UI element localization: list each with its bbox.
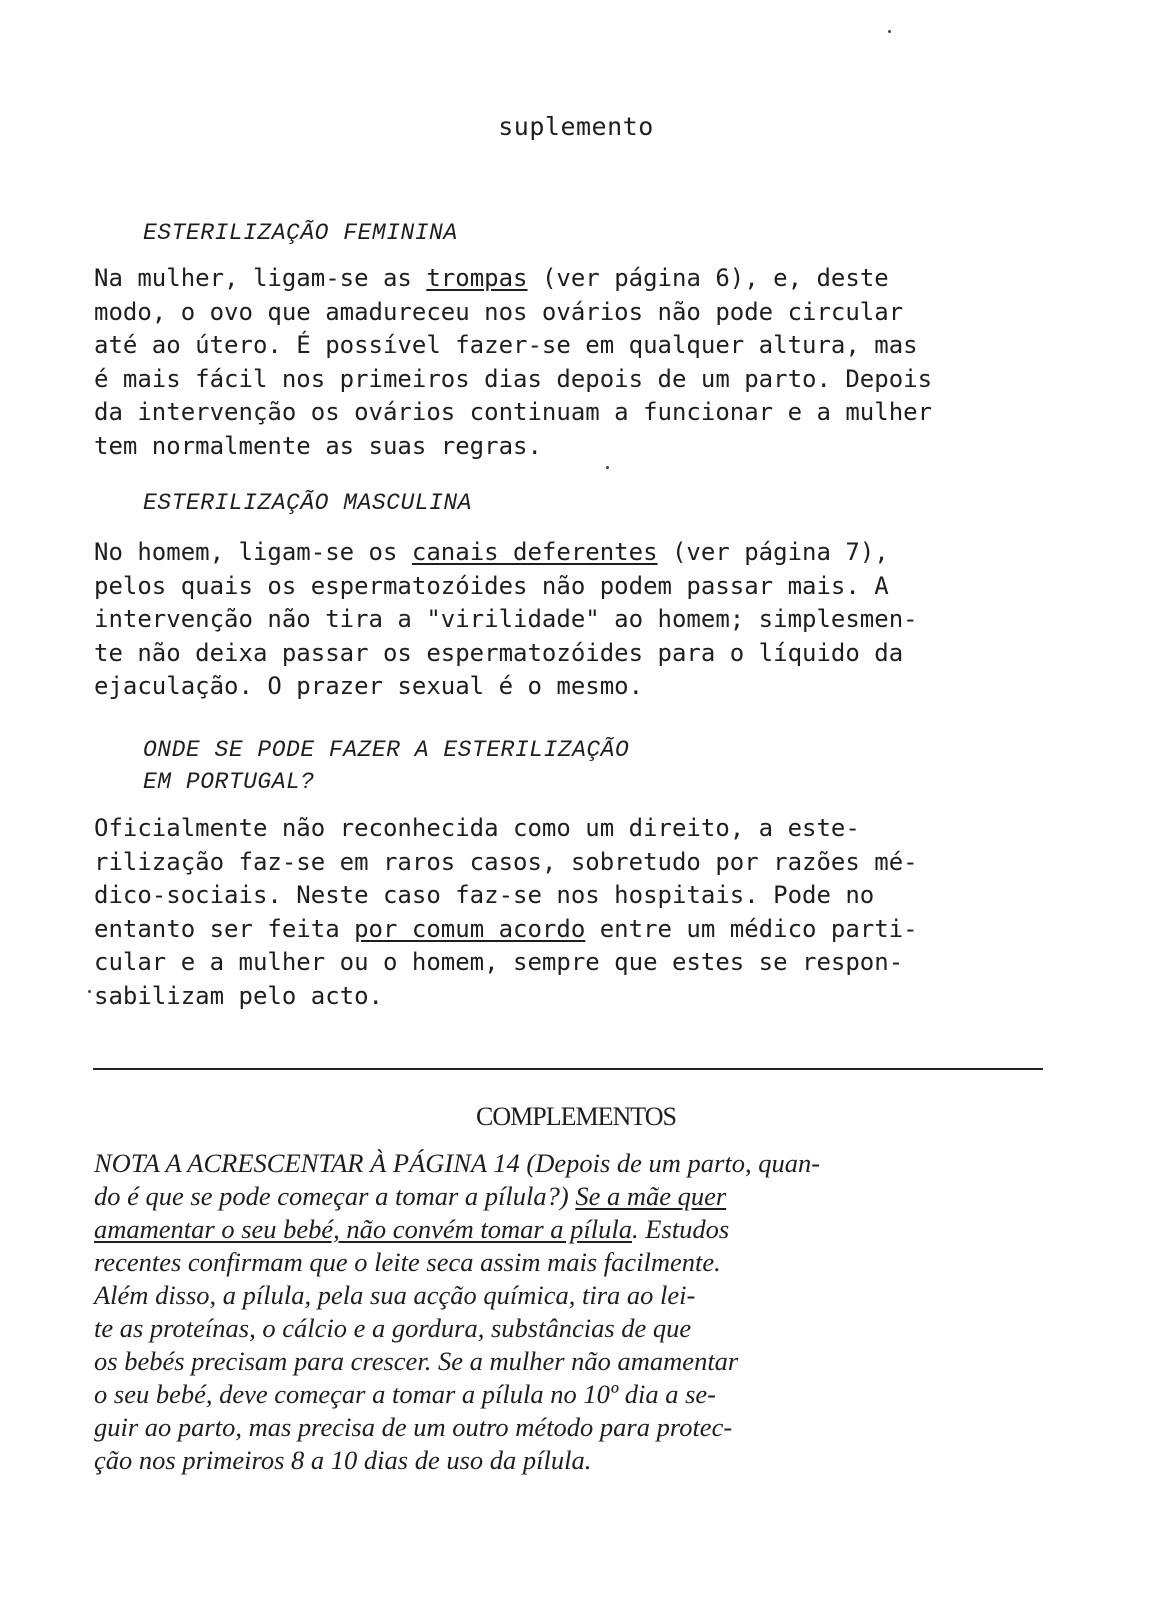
underlined-text: Se a mãe quer [575, 1181, 727, 1211]
text-line [94, 1444, 1074, 1477]
text-line [94, 879, 1054, 913]
text-line [94, 329, 1054, 363]
line-text: te as proteínas, o cálcio e a gordura, substâncias de que [94, 1313, 692, 1343]
underlined-text: trompas [426, 264, 528, 292]
text-line [94, 603, 1054, 637]
text-line [94, 913, 1054, 947]
text-line [94, 396, 1054, 430]
line-text: (ver página 6), e, deste [527, 264, 889, 292]
section-divider [93, 1068, 1043, 1070]
line-text: entre um médico parti- [585, 914, 918, 943]
line-text: é mais fácil nos primeiros dias depois de um parto. Depois [94, 364, 933, 393]
text-line [94, 1213, 1074, 1246]
complementos-note [94, 1147, 1074, 1477]
line-text: pelos quais os espermatozóides não podem passar mais. A [94, 571, 889, 600]
text-line [94, 1180, 1074, 1213]
text-line [94, 536, 1054, 570]
line-text: NOTA A ACRESCENTAR À PÁGINA 14 (Depois de um parto, quan- [94, 1148, 821, 1178]
line-text: te não deixa passar os espermatozóides para o líquido da [94, 638, 904, 667]
section-body-where-portugal [94, 812, 1054, 1013]
text-line [94, 670, 1054, 704]
text-line [94, 1378, 1074, 1411]
section-body-male-sterilization [94, 536, 1054, 704]
paper-speck [606, 466, 609, 469]
underlined-text: amamentar o seu bebé, não convém tomar a pílula [94, 1214, 633, 1244]
text-line [94, 1312, 1074, 1345]
line-text: Além disso, a pílula, pela sua acção química, tira ao lei- [94, 1280, 696, 1310]
underlined-text: canais deferentes [411, 538, 658, 566]
text-line [94, 570, 1054, 604]
line-text: da intervenção os ovários continuam a funcionar e a mulher [94, 398, 933, 426]
line-text: intervenção não tira a "virilidade" ao homem; simplesmen- [94, 605, 918, 633]
text-line [94, 1279, 1074, 1312]
line-text: Oficialmente não reconhecida como um direito, a este- [94, 814, 860, 842]
line-text: ejaculação. O prazer sexual é o mesmo. [94, 672, 644, 700]
text-line [94, 1147, 1074, 1180]
line-text: guir ao parto, mas precisa de um outro método para protec- [94, 1412, 733, 1442]
section-heading-female-sterilization: ESTERILIZAÇÃO FEMININA [143, 220, 458, 246]
text-line [94, 946, 1054, 980]
line-text: rilização faz-se em raros casos, sobretudo por razões mé- [94, 847, 918, 876]
line-text: sabilizam pelo acto. [94, 981, 383, 1010]
text-line [94, 296, 1054, 330]
page-title: suplemento [498, 112, 654, 141]
line-text: recentes confirmam que o leite seca assim mais facilmente. [94, 1247, 721, 1277]
line-text: (ver página 7), [657, 538, 889, 566]
text-line [94, 980, 1054, 1014]
line-text: dico-sociais. Neste caso faz-se nos hospitais. Pode no [94, 881, 875, 909]
text-line [94, 812, 1054, 846]
section-body-female-sterilization [94, 262, 1054, 463]
paper-speck [888, 30, 891, 33]
line-text: os bebés precisam para crescer. Se a mulher não amamentar [94, 1346, 739, 1376]
line-text: No homem, ligam-se os [94, 538, 412, 566]
line-text: modo, o ovo que amadureceu nos ovários não pode circular [94, 297, 904, 326]
text-line [94, 846, 1054, 880]
text-line [94, 637, 1054, 671]
line-text: entanto ser feita [94, 914, 355, 943]
line-text: do é que se pode começar a tomar a pílula?) [94, 1181, 576, 1211]
line-text: ção nos primeiros 8 a 10 dias de uso da pílula. [94, 1445, 592, 1475]
paper-speck [88, 990, 91, 993]
text-line [94, 363, 1054, 397]
line-text: . Estudos [632, 1214, 730, 1244]
line-text: até ao útero. É possível fazer-se em qualquer altura, mas [94, 331, 918, 359]
section-heading-male-sterilization: ESTERILIZAÇÃO MASCULINA [143, 490, 472, 516]
text-line [94, 262, 1054, 296]
text-line [94, 430, 1054, 464]
line-text: o seu bebé, deve começar a tomar a pílula no 10º dia a se- [94, 1379, 716, 1409]
text-line [94, 1246, 1074, 1279]
text-line [94, 1411, 1074, 1444]
line-text: tem normalmente as suas regras. [94, 431, 542, 460]
section-heading-where-portugal: ONDE SE PODE FAZER A ESTERILIZAÇÃO EM PORTUGAL? [143, 737, 630, 795]
line-text: cular e a mulher ou o homem, sempre que estes se respon- [94, 948, 904, 976]
underlined-text: por comum acordo [354, 914, 586, 943]
complementos-title: COMPLEMENTOS [476, 1102, 676, 1131]
text-line [94, 1345, 1074, 1378]
line-text: Na mulher, ligam-se as [94, 264, 427, 292]
